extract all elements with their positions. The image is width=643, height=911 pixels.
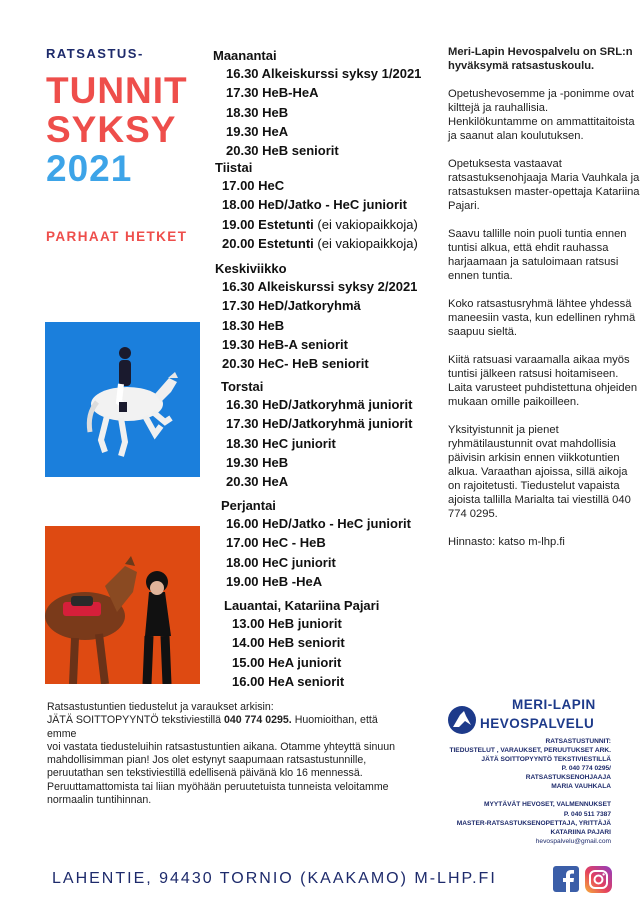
lesson-slot xyxy=(226,436,336,451)
lesson-note: (ei vakiopaikkoja) xyxy=(317,216,418,232)
lesson-slot xyxy=(222,356,369,371)
paragraph: Opetushevosemme ja -ponimme ovat kilttejä ja rauhallisia. Henkilökuntamme on ammattitaitoista ja saanut alan koulutuksen. xyxy=(448,88,635,142)
info-text: Huomioithan, että emme xyxy=(47,714,378,740)
lesson-text: 20.30 HeB seniorit xyxy=(226,143,339,159)
lesson-text: 19.30 HeB xyxy=(226,454,289,470)
lesson-text: 19.00 HeB -HeA xyxy=(226,573,323,589)
lesson-slot xyxy=(226,124,288,139)
paragraph: Kiitä ratsuasi varaamalla aikaa myös tuntisi jälkeen ratsusi hoitamiseen. Laita varusteet puhdistettuna ohjeiden mukaan omille paikoilleen. xyxy=(448,354,638,408)
lesson-slot xyxy=(226,397,412,412)
lesson-text: 16.00 HeA seniorit xyxy=(232,673,345,689)
kicker: RATSASTUS- xyxy=(46,46,144,61)
lesson-text: 17.30 HeB-HeA xyxy=(226,85,319,101)
instagram-icon[interactable] xyxy=(585,866,612,893)
contact-phone[interactable]: P. 040 511 7387 xyxy=(563,811,611,818)
lesson-text: 16.30 Alkeiskurssi syksy 1/2021 xyxy=(226,66,422,81)
lesson-text: 18.30 HeB xyxy=(222,317,285,333)
lesson-slot xyxy=(222,236,418,251)
lesson-slot xyxy=(222,178,284,193)
info-line: Ratsastustuntien tiedustelut ja varaukset arkisin: xyxy=(47,701,274,713)
lesson-slot xyxy=(222,279,417,294)
day-heading: Maanantai xyxy=(213,48,277,63)
lesson-slot xyxy=(222,318,284,333)
intro-text: Meri-Lapin Hevospalvelu on SRL:n hyväksymä ratsastuskoulu. xyxy=(448,46,633,72)
lesson-text: 20.30 HeA xyxy=(226,474,289,490)
footer-address: LAHENTIE, 94430 TORNIO (KAAKAMO) M-LHP.FI xyxy=(52,870,497,887)
lesson-text: 16.30 Alkeiskurssi syksy 2/2021 xyxy=(222,279,418,294)
lesson-text: 17.30 HeD/Jatkoryhmä xyxy=(222,298,361,314)
lesson-text: 18.30 HeB xyxy=(226,104,289,120)
info-column xyxy=(448,45,640,563)
lesson-text: 19.30 HeA xyxy=(226,123,289,139)
lesson-slot xyxy=(226,143,339,158)
lesson-text: 19.00 Estetunti xyxy=(222,216,314,232)
lesson-text: 13.00 HeB juniorit xyxy=(232,616,342,631)
lesson-text: 18.00 HeC juniorit xyxy=(226,554,336,570)
info-line: mahdollisimman pian! Jos olet estynyt saapumaan ratsastustunnille, xyxy=(47,754,367,767)
paragraph: Yksityistunnit ja pienet ryhmätilaustunnit ovat mahdollisia päivisin arkisin ennen viikkotuntien alkua. Varaathan ajoissa, sillä aikoja on rajoitetusti. Tiedustelut vapaista ajoista tallilla Marialta tai viestillä 040 774 0295. xyxy=(448,424,631,520)
lesson-text: 18.00 HeD/Jatko - HeC juniorit xyxy=(222,197,407,213)
lesson-slot xyxy=(226,66,421,81)
contact-email[interactable]: hevospalvelu@gmail.com xyxy=(535,838,611,845)
paragraph: Opetuksesta vastaavat ratsastuksenohjaaja Maria Vauhkala ja ratsastuksen master-opettaja Katariina Pajari. xyxy=(448,158,640,212)
contact-line: KATARIINA PAJARI xyxy=(550,829,611,836)
title-line-1: TUNNIT xyxy=(46,70,188,111)
lesson-slot xyxy=(222,197,407,212)
info-line xyxy=(47,714,397,741)
lesson-text: 20.00 Estetunti xyxy=(222,235,314,251)
lesson-text: 15.00 HeA juniorit xyxy=(232,654,342,670)
lesson-slot xyxy=(232,635,345,650)
day-heading: Perjantai xyxy=(221,498,276,513)
lesson-text: 18.30 HeC juniorit xyxy=(226,435,336,451)
title-line-2: SYKSY xyxy=(46,109,177,150)
lesson-slot xyxy=(222,217,418,232)
horse-logo-icon xyxy=(447,705,477,735)
lesson-slot xyxy=(232,674,344,689)
info-line: voi vastata tiedusteluihin ratsastustuntien aikana. Otamme yhteyttä sinuun xyxy=(47,740,396,753)
lesson-text: 16.30 HeD/Jatkoryhmä juniorit xyxy=(226,397,413,412)
lesson-slot xyxy=(222,298,361,313)
contact-line: RATSASTUKSENOHJAAJA xyxy=(525,774,611,781)
logo-text-line-2: HEVOSPALVELU xyxy=(480,716,595,731)
lesson-text: 17.00 HeC xyxy=(222,178,285,193)
lesson-slot xyxy=(226,555,336,570)
booking-info xyxy=(47,701,397,807)
lesson-slot xyxy=(226,85,319,100)
paragraph: Saavu tallille noin puoli tuntia ennen tuntisi alkua, että ehdit rauhassa harjaamaan ja satuloimaan ratsusi ennen tuntia. xyxy=(448,228,627,282)
facebook-icon[interactable] xyxy=(553,866,579,892)
lesson-slot xyxy=(226,455,288,470)
info-line: normaalin tuntihinnan. xyxy=(47,794,152,807)
tagline: PARHAAT HETKET xyxy=(46,229,188,244)
day-heading: Torstai xyxy=(221,379,264,394)
logo-text-line-1: MERI-LAPIN xyxy=(512,697,596,712)
price-list-link[interactable]: Hinnasto: katso m-lhp.fi xyxy=(448,536,565,548)
contact-line: TIEDUSTELUT , VARAUKSET, PERUUTUKSET ARK. xyxy=(449,747,611,754)
day-heading: Keskiviikko xyxy=(215,261,287,276)
lesson-slot xyxy=(226,474,288,489)
horse-rider-photo xyxy=(45,322,200,477)
title-year: 2021 xyxy=(46,148,133,189)
lesson-note: (ei vakiopaikkoja) xyxy=(317,235,418,251)
phone-number[interactable]: 040 774 0295. xyxy=(224,714,292,727)
lesson-slot xyxy=(232,655,341,670)
contact-line: RATSASTUSTUNNIT: xyxy=(545,738,611,745)
lesson-text: 20.30 HeC- HeB seniorit xyxy=(222,356,369,372)
lesson-slot xyxy=(226,535,326,550)
horse-handler-photo xyxy=(45,526,200,684)
lesson-text: 14.00 HeB seniorit xyxy=(232,635,345,651)
contact-line: MARIA VAUHKALA xyxy=(551,783,611,790)
lesson-text: 17.00 HeC - HeB xyxy=(226,535,326,551)
lesson-text: 16.00 HeD/Jatko - HeC juniorit xyxy=(226,516,411,531)
day-heading: Tiistai xyxy=(215,160,253,175)
lesson-slot xyxy=(226,416,412,431)
lesson-slot xyxy=(232,616,342,631)
paragraph: Koko ratsastusryhmä lähtee yhdessä maneesiin vasta, kun edellinen ryhmä saapuu sieltä. xyxy=(448,298,636,338)
lesson-slot xyxy=(226,516,411,531)
info-line: Peruuttamattomista tai liian myöhään peruutetuista tunneista veloitamme xyxy=(47,780,389,793)
contact-line: MYYTÄVÄT HEVOSET, VALMENNUKSET xyxy=(484,801,611,808)
lesson-text: 17.30 HeD/Jatkoryhmä juniorit xyxy=(226,416,413,432)
day-heading: Lauantai, Katariina Pajari xyxy=(224,598,380,613)
info-line: peruutathan sen tekstiviestillä edellisenä päivänä klo 16 mennessä. xyxy=(47,767,363,780)
info-text: JÄTÄ SOITTOPYYNTÖ tekstiviestillä xyxy=(47,714,224,727)
contact-line: JÄTÄ SOITTOPYYNTÖ TEKSTIVIESTILLÄ xyxy=(481,756,611,763)
lesson-text: 19.30 HeB-A seniorit xyxy=(222,336,348,352)
contact-line: MASTER-RATSASTUKSENOPETTAJA, YRITTÄJÄ xyxy=(456,820,611,827)
lesson-slot xyxy=(226,574,322,589)
lesson-slot xyxy=(222,337,348,352)
lesson-slot xyxy=(226,105,288,120)
contact-phone[interactable]: P. 040 774 0295/ xyxy=(561,765,611,772)
